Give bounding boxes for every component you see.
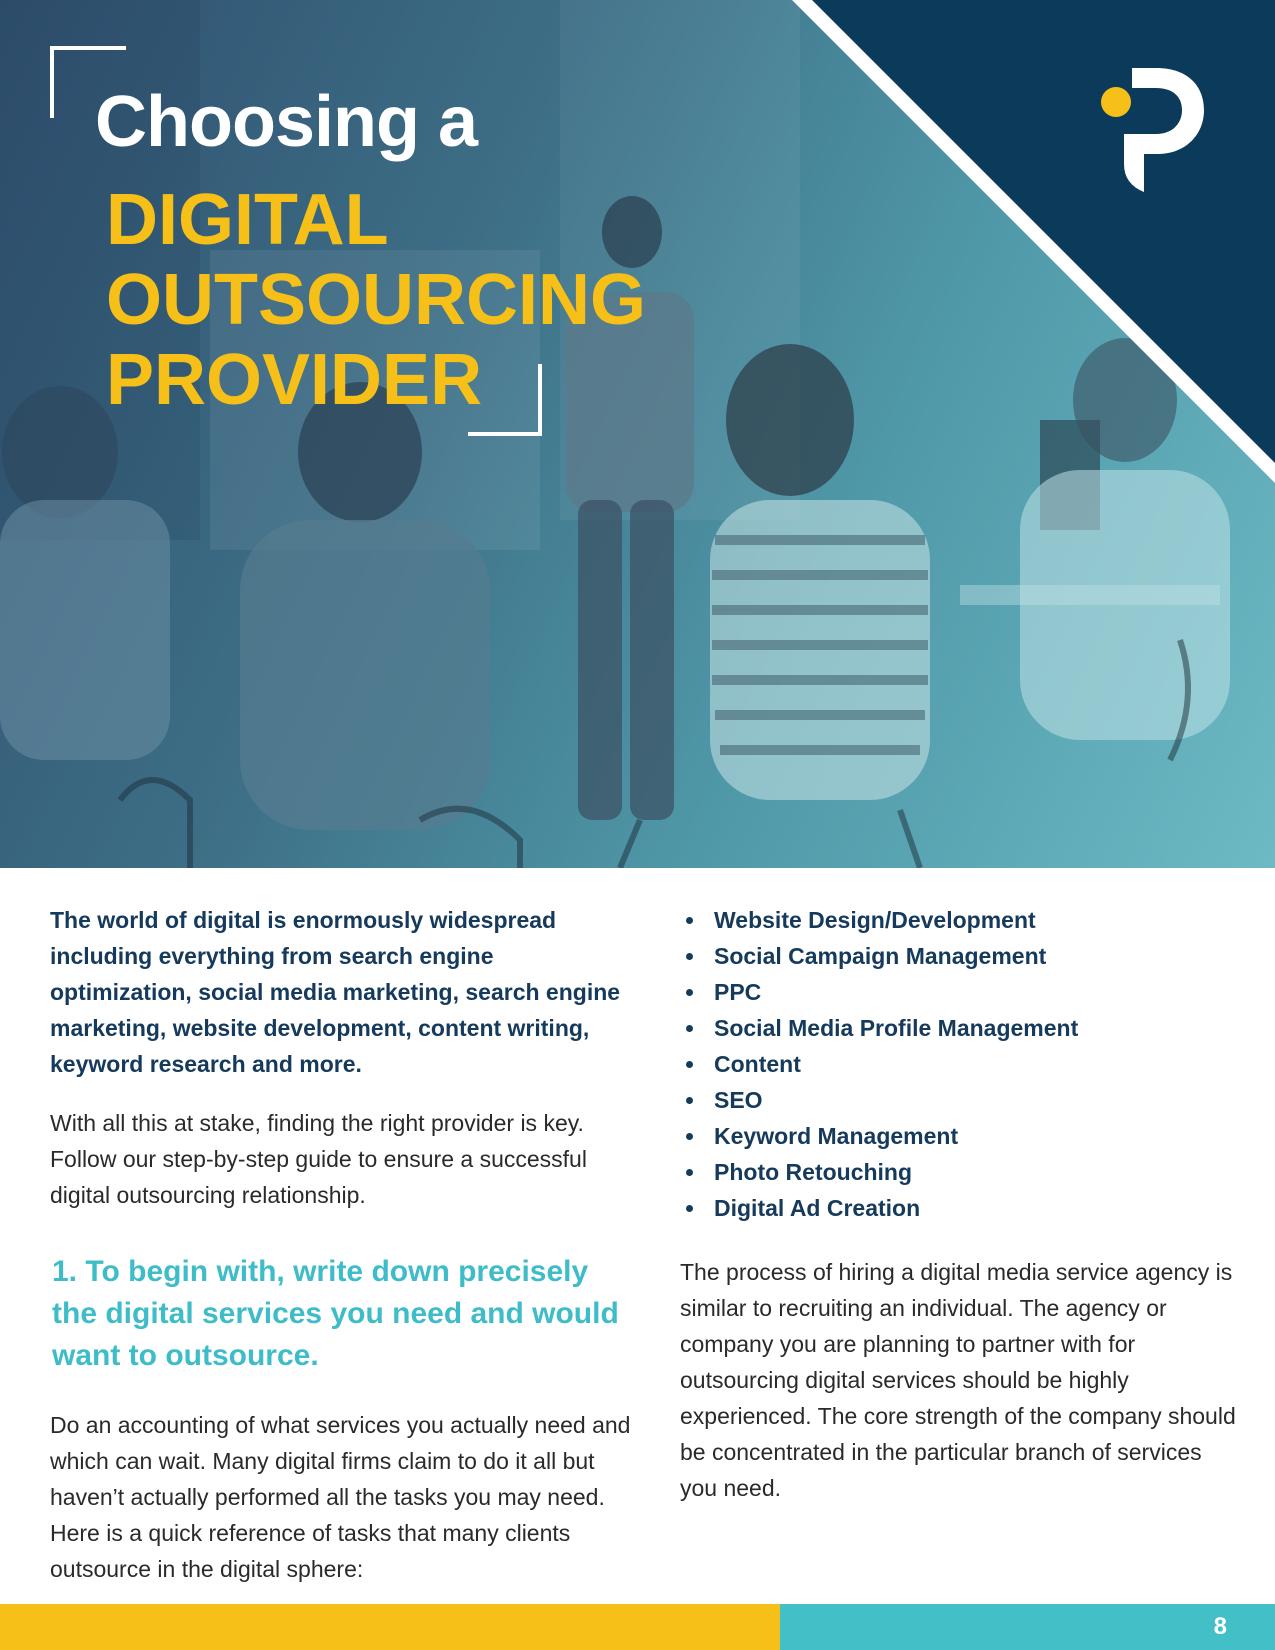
footer-bar-teal	[780, 1604, 1275, 1650]
page-number: 8	[1213, 1613, 1227, 1640]
footer-bar-yellow	[0, 1604, 780, 1650]
intro-paragraph: With all this at stake, finding the right provider is key. Follow our step-by-step guide to ensure a successful digital outsourcing relationship.	[50, 1110, 587, 1208]
list-item: Keyword Management	[680, 1118, 1240, 1154]
step-1-heading: 1. To begin with, write down precisely the digital services you need and would want to outsource.	[52, 1255, 619, 1372]
hiring-process-paragraph: The process of hiring a digital media service agency is similar to recruiting an individual. The agency or company you are planning to partner with for outsourcing digital services should be highly experienced. The core strength of the company should be concentrated in the particular branch of services you need.	[680, 1259, 1236, 1501]
title-word-digital: DIGITAL	[106, 180, 389, 260]
title-word-provider: PROVIDER	[106, 340, 483, 420]
list-item: Social Media Profile Management	[680, 1010, 1240, 1046]
right-column	[680, 902, 1240, 1506]
intro-lead-paragraph: The world of digital is enormously widespread including everything from search engine optimization, social media marketing, search engine marketing, website development, content writing, keyword research and more.	[50, 907, 621, 1077]
list-item: PPC	[680, 974, 1240, 1010]
title-digital-outsourcing-provider	[106, 180, 646, 420]
list-item: Photo Retouching	[680, 1154, 1240, 1190]
p-dot-logo-icon	[1098, 60, 1210, 200]
list-item: Content	[680, 1046, 1240, 1082]
title-word-outsourcing: OUTSOURCING	[106, 260, 646, 340]
list-item: Social Campaign Management	[680, 938, 1240, 974]
list-item: SEO	[680, 1082, 1240, 1118]
list-item: Website Design/Development	[680, 902, 1240, 938]
left-column	[50, 902, 640, 1587]
title-choosing: Choosing a	[95, 82, 477, 162]
services-list	[680, 902, 1240, 1226]
list-item: Digital Ad Creation	[680, 1190, 1240, 1226]
step-1-paragraph: Do an accounting of what services you actually need and which can wait. Many digital firms claim to do it all but haven’t actually performed all the tasks you may need. Here is a quick reference of tasks that many clients outsource in the digital sphere:	[50, 1412, 631, 1582]
